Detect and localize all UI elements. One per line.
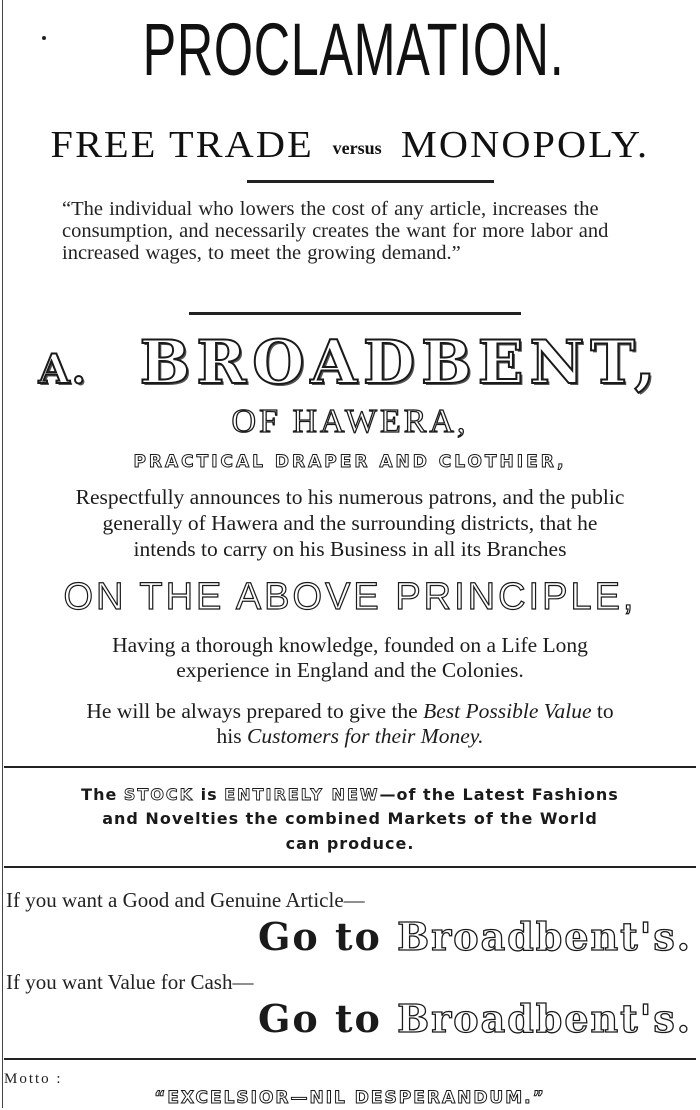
- ad-2-want: If you want Value for Cash—: [6, 970, 254, 994]
- stock-line-3: can produce.: [285, 834, 415, 853]
- announcement-line-1: Respectfully announces to his numerous patrons, and the public: [75, 485, 625, 509]
- value-line-2: [0, 723, 700, 749]
- divider-full-2: [4, 866, 696, 868]
- value-his: his: [216, 724, 242, 748]
- stock-the: The: [81, 785, 118, 804]
- divider-short-1: [247, 180, 494, 183]
- announcement-line-3: intends to carry on his Business in all its Branches: [133, 537, 567, 561]
- motto-label: Motto :: [4, 1071, 63, 1087]
- value-to: to: [596, 699, 614, 723]
- merchant-location: OF HAWERA,: [231, 403, 469, 440]
- ad-2-go: Go to: [257, 996, 382, 1041]
- merchant-trade: PRACTICAL DRAPER AND CLOTHIER,: [133, 452, 567, 472]
- value-pre: He will be always prepared to give the: [86, 699, 418, 723]
- ink-dot: [42, 36, 46, 40]
- stock-line-2: and Novelties the combined Markets of the World: [102, 809, 598, 828]
- principle-heading: ON THE ABOVE PRINCIPLE,: [63, 576, 637, 618]
- announcement-line-2: generally of Hawera and the surrounding districts, that he: [102, 511, 598, 535]
- stock-is: is: [200, 785, 218, 804]
- value-customers: Customers for their Money.: [246, 724, 484, 748]
- value-line-1: [0, 698, 700, 724]
- merchant-surname: BROADBENT,: [139, 328, 662, 398]
- quotation: “The individual who lowers the cost of any article, increases the consumption, and necessarily creates the want for more labor and increased wages, to meet the growing demand.”: [62, 198, 609, 264]
- stock-word: STOCK: [123, 785, 195, 804]
- stock-line-1: [0, 782, 700, 807]
- divider-full-1: [4, 766, 696, 768]
- motto-text: “EXCELSIOR—NIL DESPERANDUM.”: [154, 1088, 546, 1108]
- ad-2-name: Broadbent's.: [397, 996, 692, 1041]
- ad-1-want: If you want a Good and Genuine Article—: [6, 888, 365, 912]
- stock-entirely-new: ENTIRELY NEW: [224, 785, 380, 804]
- headline: [0, 120, 700, 170]
- knowledge-line-1: Having a thorough knowledge, founded on a Life Long: [112, 633, 588, 657]
- headline-middle: versus: [332, 138, 382, 159]
- ad-1-name: Broadbent's.: [397, 914, 692, 959]
- merchant-initial: A.: [38, 346, 88, 393]
- ad-1-go: Go to: [257, 914, 382, 959]
- page-title: PROCLAMATION.: [142, 8, 565, 91]
- merchant-name: [0, 328, 700, 398]
- divider-full-3: [4, 1058, 696, 1060]
- headline-left: FREE TRADE: [50, 124, 315, 166]
- stock-rest: —of the Latest Fashions: [379, 785, 619, 804]
- knowledge-line-2: experience in England and the Colonies.: [176, 658, 524, 682]
- divider-long-1: [189, 312, 521, 315]
- headline-right: MONOPOLY.: [400, 124, 649, 166]
- ad-1-goto: [258, 914, 692, 959]
- ad-2-goto: [258, 996, 692, 1041]
- value-best: Best Possible Value: [423, 699, 592, 723]
